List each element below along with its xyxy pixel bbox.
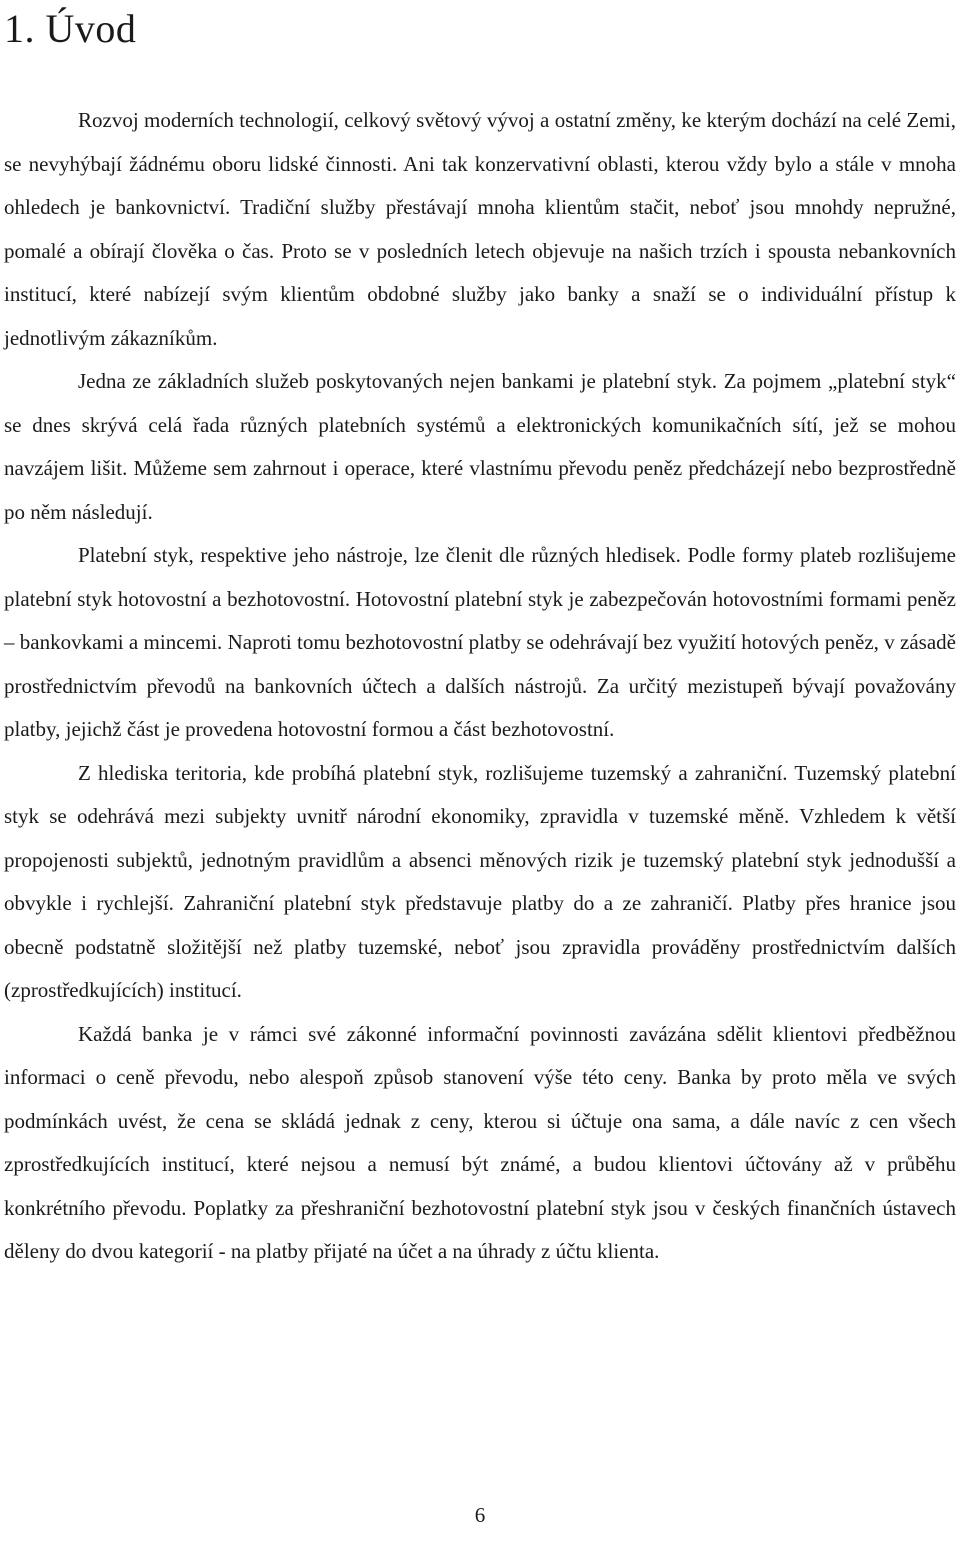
paragraph-bank-fees: Každá banka je v rámci své zákonné informační povinnosti zavázána sdělit klientovi předběžnou informaci o ceně převodu, nebo alespoň způsob stanovení výše této ceny. Banka by proto měla ve svých podmínkách uvést, že cena se skládá jednak z ceny, kterou si účtuje ona sama, a dále navíc z cen všech zprostředkujících institucí, které nejsou a nemusí být známé, a budou klientovi účtovány až v průběhu konkrétního převodu. Poplatky za přeshraniční bezhotovostní platební styk jsou v českých finančních ústavech děleny do dvou kategorií - na platby přijaté na účet a na úhrady z účtu klienta.	[4, 1021, 956, 1263]
paragraph-payment-forms: Platební styk, respektive jeho nástroje, lze členit dle různých hledisek. Podle formy plateb rozlišujeme platební styk hotovostní a bezhotovostní. Hotovostní platební styk je zabezpečován hotovostními formami peněz – bankovkami a mincemi. Naproti tomu bezhotovostní platby se odehrávají bez využití hotových peněz, v zásadě prostřednictvím převodů na bankovních účtech a dalších nástrojů. Za určitý mezistupeň bývají považovány platby, jejichž část je provedena hotovostní formou a část bezhotovostní.	[4, 543, 956, 741]
body-text	[4, 99, 956, 1274]
paragraph-territory: Z hlediska teritoria, kde probíhá platební styk, rozlišujeme tuzemský a zahraniční. Tuzemský platební styk se odehrává mezi subjekty uvnitř národní ekonomiky, zpravidla v tuzemské měně. Vzhledem k větší propojenosti subjektů, jednotným pravidlům a absenci měnových rizik je tuzemský platební styk jednodušší a obvykle i rychlejší. Zahraniční platební styk představuje platby do a ze zahraničí. Platby přes hranice jsou obecně podstatně složitější než platby tuzemské, neboť jsou zpravidla prováděny prostřednictvím dalších (zprostředkujících) institucí.	[4, 760, 956, 1002]
section-heading: 1. Úvod	[4, 6, 137, 51]
paragraph-payment-services: Jedna ze základních služeb poskytovaných nejen bankami je platební styk. Za pojmem „platební styk“ se dnes skrývá celá řada různých platebních systémů a elektronických komunikačních sítí, jež se mohou navzájem lišit. Můžeme sem zahrnout i operace, které vlastnímu převodu peněz předcházejí nebo bezprostředně po něm následují.	[4, 369, 956, 524]
paragraph-intro: Rozvoj moderních technologií, celkový světový vývoj a ostatní změny, ke kterým dochází na celé Zemi, se nevyhýbají žádnému oboru lidské činnosti. Ani tak konzervativní oblasti, kterou vždy bylo a stále v mnoha ohledech je bankovnictví. Tradiční služby přestávají mnoha klientům stačit, neboť jsou mnohdy nepružné, pomalé a obírají člověka o čas. Proto se v posledních letech objevuje na našich trzích i spousta nebankovních institucí, které nabízejí svým klientům obdobné služby jako banky a snaží se o individuální přístup k jednotlivým zákazníkům.	[4, 108, 956, 350]
page-number: 6	[474, 1503, 486, 1527]
